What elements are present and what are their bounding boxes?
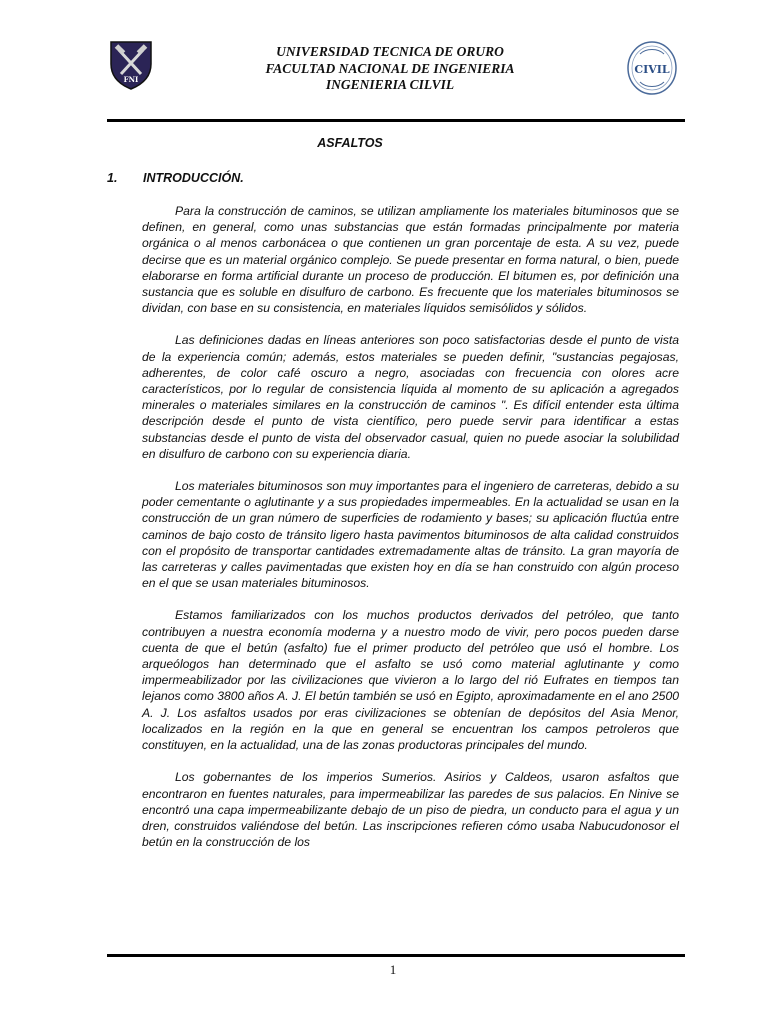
- university-shield-logo: [107, 40, 155, 90]
- page-number: 1: [389, 962, 397, 977]
- header-divider: [107, 119, 685, 122]
- paragraph: Estamos familiarizados con los muchos productos derivados del petróleo, que tanto contribuyen a nuestra economía moderna y a nuestro modo de vivir, pero pocos pueden darse cuenta de que el betún (asfalto) fue el primer producto del petróleo que usó el hombre. Los arqueólogos han determinado que el asfalto se usó como material aglutinante y como impermeabilizador por las civilizaciones que vivieron a lo largo del rió Eufrates en tiempos tan lejanos como 3800 años A. J. El betún también se usó en Egipto, aproximadamente en el ano 2500 A. J. Los asfaltos usados por eras civilizaciones se obtenían de depósitos del Asia Menor, localizados en la región en la que en general se encuentran los campos petroleros que constituyen, en la actualidad, una de las zonas productoras principales del mundo.: [142, 608, 679, 753]
- section-number: 1.: [107, 171, 118, 185]
- paragraph: Los materiales bituminosos son muy importantes para el ingeniero de carreteras, debido a su poder cementante o aglutinante y a sus propiedades impermeables. En la actualidad se usan en la construcción de un gran número de superficies de rodamiento y bases; su aplicación fluctúa entre caminos de bajo costo de tránsito ligero hasta pavimentos bituminosos de alta calidad construidos con el propósito de transportar cantidades extremadamente altas de tránsito. La gran mayoría de las carreteras y calles pavimentadas que existen hoy en día se han construido con algún proceso en el que se usan materiales bituminosos.: [142, 479, 679, 591]
- section-title: INTRODUCCIÓN.: [143, 171, 244, 185]
- paragraph: Para la construcción de caminos, se utilizan ampliamente los materiales bituminosos que se definen, en general, como unas substancias que están formadas principalmente por materia orgánica o al menos carbonácea o que contienen un gran porcentaje de esta. A su vez, puede decirse que es un material orgánico complejo. Se puede presentar en forma natural, o bien, puede elaborarse en forma artificial durante un proceso de producción. El bitumen es, por definición una sustancia que es soluble en disulfuro de carbono. Es frecuente que los materiales bituminosos se dividan, con base en su consistencia, en materiales líquidos semisólidos y sólidos.: [142, 204, 679, 316]
- footer-divider: [107, 954, 685, 957]
- svg-text:CIVIL: CIVIL: [634, 63, 670, 76]
- header-university: UNIVERSIDAD TECNICA DE ORURO: [276, 44, 504, 59]
- paragraph: Las definiciones dadas en líneas anteriores son poco satisfactorias desde el punto de vista de la experiencia común; además, estos materiales se pueden definir, "sustancias pegajosas, adherentes, de color café oscuro a negro, asociadas con frecuencia con olores acre característicos, por lo regular de consistencia líquida al momento de su aplicación a agregados minerales o materiales similares en la construcción de caminos ". Es difícil entender esta última descripción desde el punto de vista científico, pero puede servir para identificar a estas substancias desde el punto de vista del observador casual, quien no puede asociar la solubilidad en disulfuro de carbono con su experiencia diaria.: [142, 333, 679, 461]
- civil-engineering-logo: [626, 40, 678, 96]
- document-header: [160, 44, 620, 94]
- section-heading: [107, 171, 244, 185]
- document-body: [142, 203, 679, 866]
- header-faculty: FACULTAD NACIONAL DE INGENIERIA: [265, 60, 515, 76]
- paragraph: Los gobernantes de los imperios Sumerios. Asirios y Caldeos, usaron asfaltos que encontraron en fuentes naturales, para impermeabilizar las paredes de sus palacios. En Ninive se encontró una capa impermeabilizante debajo de un piso de piedra, un conducto para el agua y un dren, construidos valiéndose del betún. Las inscripciones refieren cómo usaba Nabucudonosor el betún en la construcción de los: [142, 770, 679, 850]
- svg-text:FNI: FNI: [123, 75, 139, 84]
- header-department: INGENIERIA CILVIL: [325, 77, 455, 92]
- document-title: ASFALTOS: [317, 136, 383, 150]
